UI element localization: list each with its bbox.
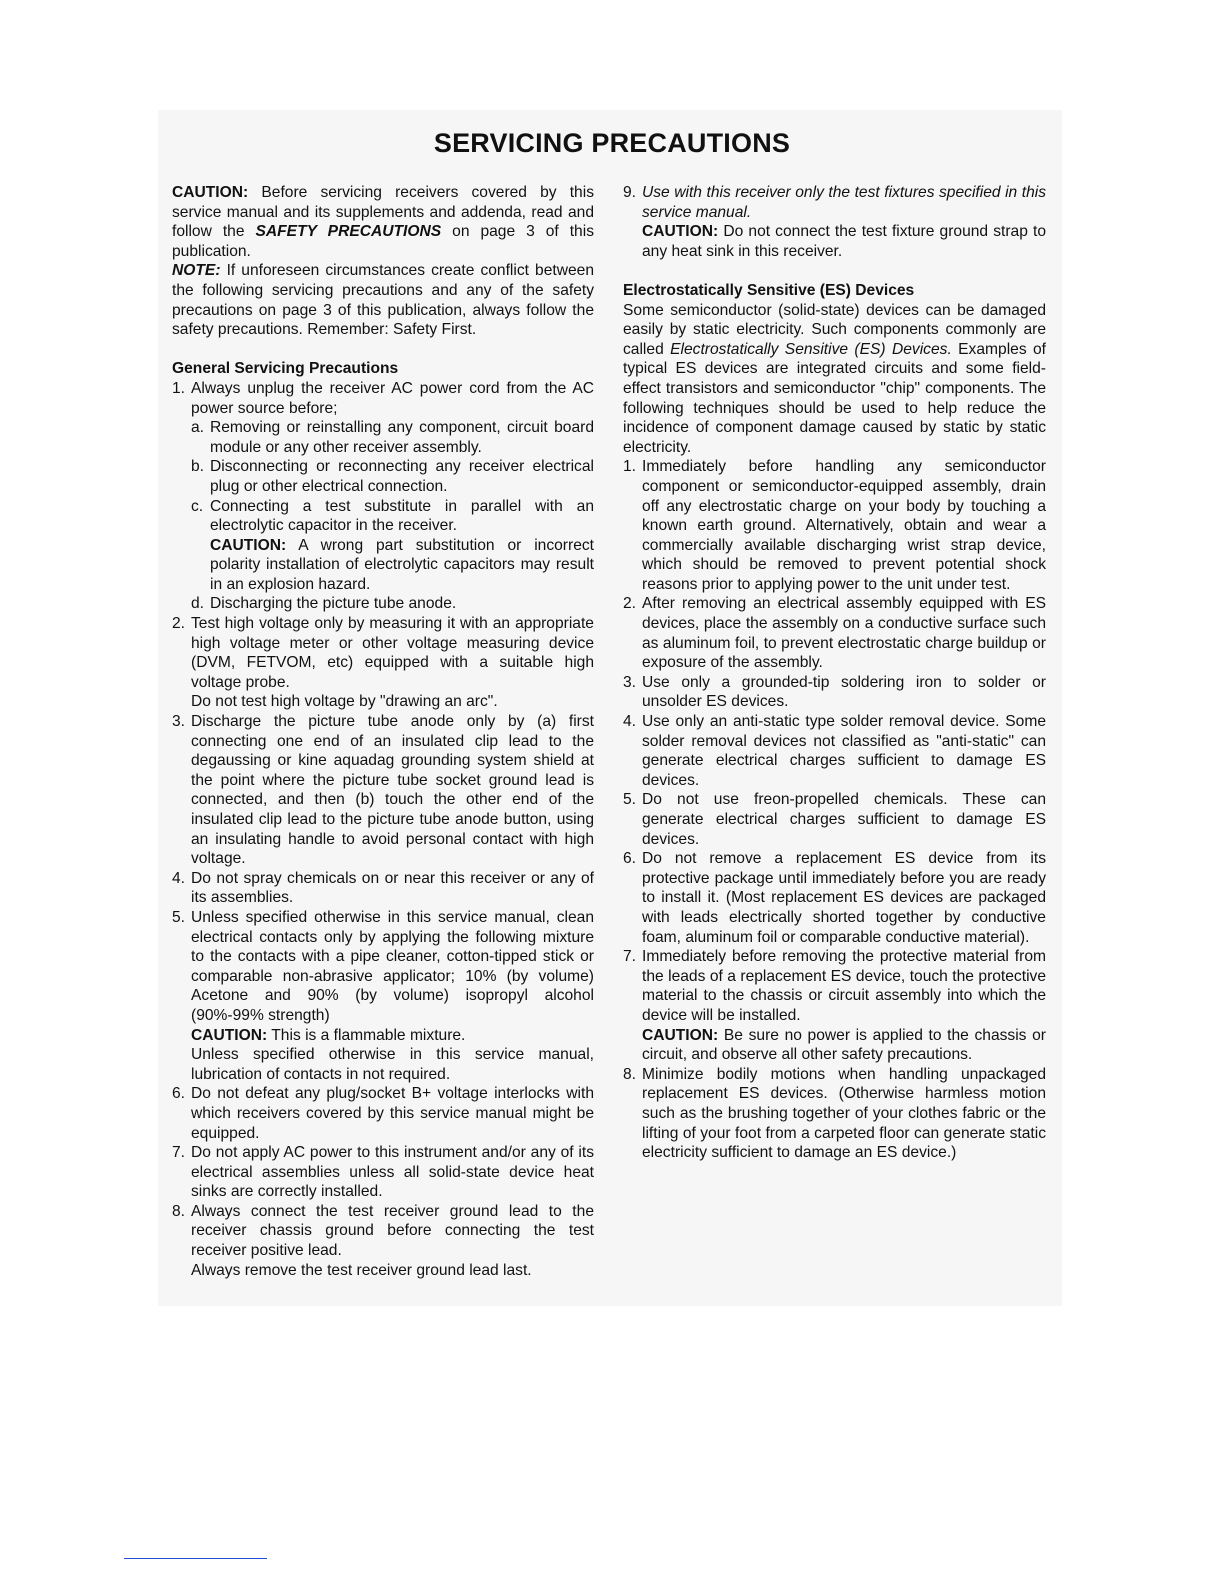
list-item: 4. Use only an anti-static type solder removal device. Some solder removal devices not classified as "anti-static" can generate electrical charges sufficient to damage ES devices.	[623, 713, 1046, 789]
right-column	[623, 183, 1046, 1163]
list-item: 2. Test high voltage only by measuring it with an appropriate high voltage meter or other voltage measuring device (DVM, FETVOM, etc) equipped with a suitable high voltage probe. Do not test high voltage by "drawing an arc".	[172, 615, 594, 711]
list-item: 1. Always unplug the receiver AC power cord from the AC power source before; a. Removing or reinstalling any component, circuit board module or any other receiver assembly. b. Disconnecting or reconnecting any receiver electrical plug or other electrical connection. c. Connecting a test substitute in parallel with an electrolytic capacitor in the receiver. CAUTION: A wrong part substitution or incorrect polarity installation of electrolytic capacitors may result in an explosion hazard. d. Discharging the picture tube anode.	[172, 379, 594, 613]
es-intro: Some semiconductor (solid-state) devices can be damaged easily by static electricity. Such components commonly are called Electrostatically Sensitive (ES) Devices. Examples of typical ES devices are integrated circuits and some field-effect transistors and semiconductor "chip" components. The following techniques should be used to help reduce the incidence of component damage caused by static by static electricity.	[623, 301, 1046, 456]
safety-precautions-ref: SAFETY PRECAUTIONS	[255, 223, 442, 241]
sub-item: c. Connecting a test substitute in parallel with an electrolytic capacitor in the receiver. CAUTION: A wrong part substitution or incorrect polarity installation of electrolytic capacitors may result in an explosion hazard.	[191, 497, 594, 593]
list-item: 6. Do not defeat any plug/socket B+ voltage interlocks with which receivers covered by this service manual might be equipped.	[172, 1085, 594, 1142]
list-item: 9. Use with this receiver only the test fixtures specified in this service manual. CAUTION: Do not connect the test fixture ground strap to any heat sink in this receiver.	[623, 184, 1046, 260]
intro-caution: CAUTION: Before servicing receivers covered by this service manual and its supplements and addenda, read and follow the SAFETY PRECAUTIONS on page 3 of this publication.	[172, 184, 594, 260]
sub-item: b. Disconnecting or reconnecting any receiver electrical plug or other electrical connection.	[191, 458, 594, 495]
list-item: 7. Do not apply AC power to this instrument and/or any of its electrical assemblies unless all solid-state device heat sinks are correctly installed.	[172, 1144, 594, 1201]
list-item: 8. Minimize bodily motions when handling unpackaged replacement ES devices. (Otherwise harmless motion such as the brushing together of your clothes fabric or the lifting of your foot from a carpeted floor can generate static electricity sufficient to damage an ES device.)	[623, 1065, 1046, 1162]
list-item: 8. Always connect the test receiver ground lead to the receiver chassis ground before connecting the test receiver positive lead. Always remove the test receiver ground lead last.	[172, 1202, 594, 1279]
list-item: 5. Unless specified otherwise in this service manual, clean electrical contacts only by applying the following mixture to the contacts with a pipe cleaner, cotton-tipped stick or comparable non-abrasive applicator; 10% (by volume) Acetone and 90% (by volume) isopropyl alcohol (90%-99% strength) CAUTION: This is a flammable mixture. Unless specified otherwise in this service manual, lubrication of contacts in not required.	[172, 908, 594, 1083]
list-item: 6. Do not remove a replacement ES device from its protective package until immediately before you are ready to install it. (Most replacement ES devices are packaged with leads electrically shorted together by conductive foam, aluminum foil or comparable conductive material).	[623, 850, 1046, 946]
sub-item: a. Removing or reinstalling any component, circuit board module or any other receiver assembly.	[191, 419, 594, 456]
footer-rule	[124, 1558, 267, 1559]
page-title: SERVICING PRECAUTIONS	[433, 128, 791, 158]
left-column	[172, 183, 594, 1280]
list-item: 4. Do not spray chemicals on or near this receiver or any of its assemblies.	[172, 869, 594, 907]
list-item: 7. Immediately before removing the protective material from the leads of a replacement ES device, touch the protective material to the chassis or circuit assembly into which the device will be installed. CAUTION: Be sure no power is applied to the chassis or circuit, and observe all other safety precautions.	[623, 948, 1046, 1064]
caution-label: CAUTION:	[172, 184, 249, 201]
intro-note: NOTE: If unforeseen circumstances create conflict between the following servicing precautions and any of the safety precautions on page 3 of this publication, always follow the safety precautions. Remember: Safety First.	[172, 262, 594, 339]
general-list	[172, 379, 594, 1280]
list-item: 3. Use only a grounded-tip soldering iron to solder or unsolder ES devices.	[623, 673, 1046, 711]
sub-caution: CAUTION: A wrong part substitution or incorrect polarity installation of electrolytic capacitors may result in an explosion hazard.	[210, 536, 594, 593]
list-item: 2. After removing an electrical assembly equipped with ES devices, place the assembly on a conductive surface such as aluminum foil, to prevent electrostatic charge buildup or exposure of the assembly.	[623, 595, 1046, 672]
list-item: 3. Discharge the picture tube anode only by (a) first connecting one end of an insulated clip lead to the degaussing or kine aquadag grounding system shield at the point where the picture tube socket ground lead is connected, and then (b) touch the other end of the insulated clip lead to the picture tube anode button, using an insulating handle to avoid personal contact with high voltage.	[172, 713, 594, 868]
list-item: 1. Immediately before handling any semiconductor component or semiconductor-equipped assembly, drain off any electrostatic charge on your body by touching a known earth ground. Alternatively, obtain and wear a commercially available discharging wrist strap device, which should be removed to prevent potential shock reasons prior to applying power to the unit under test.	[623, 458, 1046, 593]
general-heading: General Servicing Precautions	[172, 360, 399, 378]
list-item: 5. Do not use freon-propelled chemicals. These can generate electrical charges sufficient to damage ES devices.	[623, 791, 1046, 848]
es-heading: Electrostatically Sensitive (ES) Devices	[623, 281, 915, 299]
es-list	[623, 457, 1046, 1162]
sub-item: d. Discharging the picture tube anode.	[191, 595, 457, 613]
note-label: NOTE:	[172, 262, 221, 280]
